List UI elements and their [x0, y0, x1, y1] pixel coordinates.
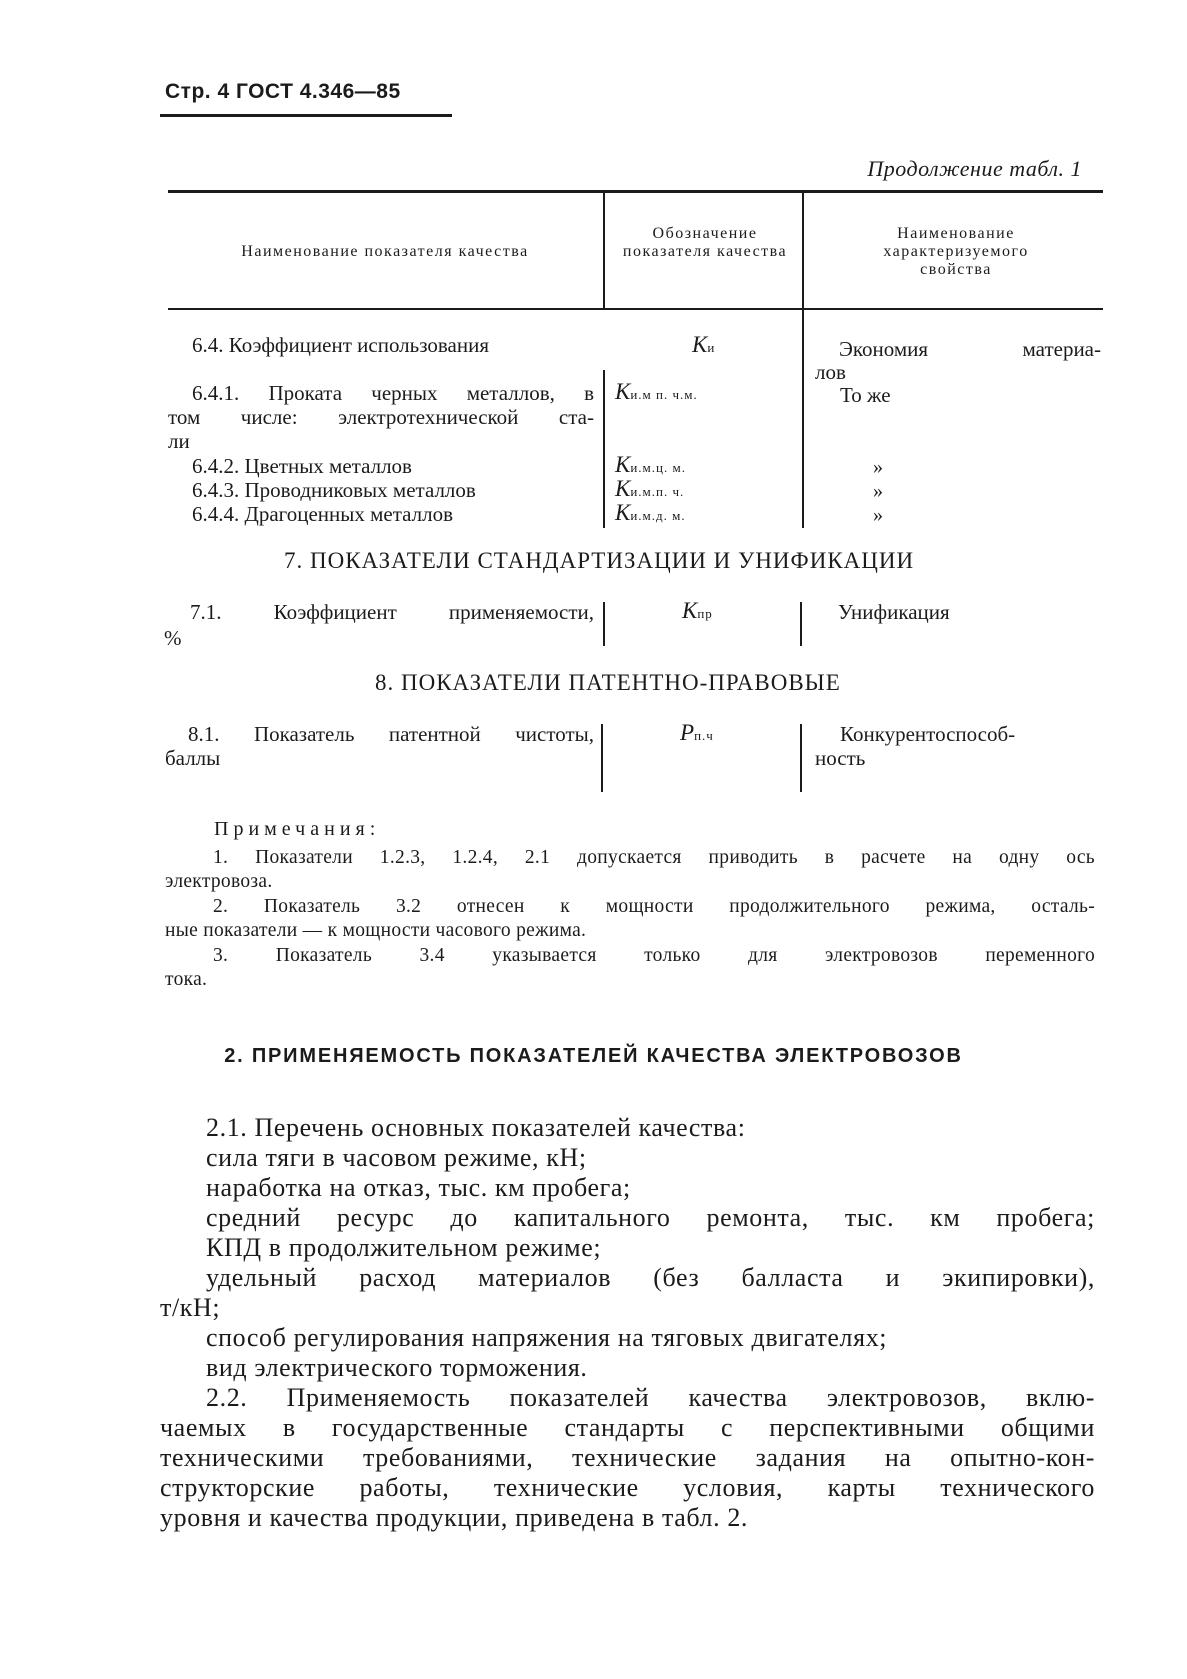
- note-1-line2: электровоза.: [165, 871, 273, 892]
- table-continuation-label: Продолжение табл. 1: [867, 156, 1082, 181]
- column-header-symbol-text: Обозначение показателя качества: [622, 225, 788, 260]
- column-header-name: Наименование показателя качества: [241, 243, 529, 260]
- list-item: КПД в продолжительном режиме;: [206, 1233, 602, 1262]
- note-3-line2: тока.: [165, 969, 208, 990]
- paragraph-2-2-line5: уровня и качества продукции, приведена в табл. 2.: [160, 1503, 749, 1532]
- row-6-4-2-name: 6.4.2. Цветных металлов: [192, 454, 412, 478]
- notes-heading: Примечания:: [214, 818, 381, 840]
- column-header-property: [856, 225, 1056, 279]
- row-6-4-4-name: 6.4.4. Драгоценных металлов: [192, 502, 454, 526]
- row-8-1-divider-2: [800, 724, 802, 792]
- row-6-4-1-symbol-main: K: [615, 379, 631, 404]
- paragraph-2-2-line3: техническими требованиями, технические задания на опытно-кон-: [160, 1443, 1095, 1472]
- note-3-line1: 3. Показатель 3.4 указывается только для электровозов переменного: [213, 945, 1095, 966]
- row-6-4-4-symbol-main: K: [615, 500, 631, 525]
- table-top-rule: [168, 190, 1103, 193]
- row-6-4-property-line2: лов: [815, 360, 846, 384]
- paragraph-2-2-line1: 2.2. Применяемость показателей качества электровозов, вклю-: [206, 1383, 1095, 1412]
- row-8-1-property-line1: Конкурентоспособ-: [840, 722, 1016, 746]
- row-6-4-4-property-ditto: »: [873, 504, 883, 526]
- row-6-4-2-property-ditto: »: [873, 456, 883, 478]
- row-6-4-symbol-sub: и: [707, 340, 716, 355]
- row-7-1-divider-2: [800, 602, 802, 646]
- row-8-1-divider-1: [601, 724, 603, 792]
- row-6-4-4-symbol: [615, 500, 686, 526]
- row-6-4-1-name-line3: ли: [168, 429, 190, 453]
- section-8-title: 8. ПОКАЗАТЕЛИ ПАТЕНТНО-ПРАВОВЫЕ: [375, 670, 841, 695]
- page-header: Стр. 4 ГОСТ 4.346—85: [165, 80, 401, 103]
- note-2: [165, 895, 1095, 943]
- note-1: [165, 846, 1095, 894]
- row-6-4-2-symbol-main: K: [615, 452, 631, 477]
- row-6-4-1-symbol: [615, 379, 698, 405]
- row-8-1-property-line2: ность: [815, 746, 866, 770]
- row-6-4-2-symbol-sub: и.м.ц. м.: [630, 460, 686, 475]
- row-7-1-name-line1: 7.1. Коэффициент применяемости,: [190, 600, 594, 624]
- row-8-1-symbol: [680, 720, 714, 746]
- row-7-1-symbol-main: K: [682, 598, 698, 623]
- table-body-divider-2: [802, 310, 804, 528]
- row-6-4-1-symbol-sub: и.м п. ч.м.: [630, 387, 698, 402]
- row-7-1-property: Унификация: [838, 600, 950, 624]
- row-6-4-1-name-line2: том числе: электротехнической ста-: [168, 405, 594, 429]
- column-header-symbol: [612, 225, 798, 261]
- row-6-4-3-symbol-sub: и.м.п. ч.: [630, 484, 685, 499]
- note-2-line2: ные показатели — к мощности часового режима.: [165, 920, 587, 941]
- row-6-4-2-symbol: [615, 452, 686, 478]
- row-8-1-name-line1: 8.1. Показатель патентной чистоты,: [188, 722, 594, 746]
- list-item: средний ресурс до капитального ремонта, тыс. км пробега;: [206, 1203, 1095, 1232]
- note-1-line1: 1. Показатели 1.2.3, 1.2.4, 2.1 допускается приводить в расчете на одну ось: [213, 847, 1095, 868]
- section-2-body: [160, 1113, 1095, 1533]
- row-6-4-3-symbol-main: K: [615, 476, 631, 501]
- row-6-4-1-name-line1: 6.4.1. Проката черных металлов, в: [192, 381, 594, 405]
- paragraph-2-2-line4: структорские работы, технические условия, карты технического: [160, 1473, 1095, 1502]
- table-body-divider-1: [603, 370, 605, 528]
- column-header-property-text: Наименование характеризуемого свойства: [883, 225, 1029, 278]
- header-rule: [160, 114, 452, 117]
- note-2-line1: 2. Показатель 3.2 отнесен к мощности продолжительного режима, осталь-: [213, 896, 1095, 917]
- row-6-4-symbol: [692, 332, 715, 358]
- row-6-4-symbol-main: K: [692, 332, 708, 357]
- section-7-title: 7. ПОКАЗАТЕЛИ СТАНДАРТИЗАЦИИ И УНИФИКАЦИИ: [284, 548, 915, 573]
- paragraph-2-1: 2.1. Перечень основных показателей качества:: [206, 1113, 746, 1142]
- row-6-4-4-symbol-sub: и.м.д. м.: [630, 508, 686, 523]
- row-7-1-symbol: [682, 598, 713, 624]
- note-3: [165, 944, 1095, 992]
- table-header-divider-1: [603, 193, 605, 308]
- row-8-1-name-line2: баллы: [165, 746, 221, 770]
- row-6-4-1-property: То же: [840, 383, 891, 407]
- list-item: наработка на отказ, тыс. км пробега;: [206, 1173, 631, 1202]
- row-7-1-symbol-sub: пр: [697, 606, 713, 621]
- list-item: сила тяги в часовом режиме, кН;: [206, 1143, 587, 1172]
- list-item: вид электрического торможения.: [206, 1353, 588, 1382]
- row-7-1-name-line2: %: [164, 626, 182, 650]
- section-2-title: 2. ПРИМЕНЯЕМОСТЬ ПОКАЗАТЕЛЕЙ КАЧЕСТВА ЭЛЕКТРОВОЗОВ: [224, 1045, 963, 1067]
- row-6-4-name: 6.4. Коэффициент использования: [192, 333, 489, 357]
- row-8-1-symbol-sub: п.ч: [694, 728, 714, 743]
- list-item-5-line2: т/кН;: [160, 1293, 221, 1322]
- row-6-4-3-name: 6.4.3. Проводниковых металлов: [192, 478, 476, 502]
- table-header-divider-2: [802, 193, 804, 308]
- row-8-1-symbol-main: P: [680, 720, 695, 745]
- row-6-4-3-property-ditto: »: [873, 480, 883, 502]
- paragraph-2-2-line2: чаемых в государственные стандарты с перспективными общими: [160, 1413, 1095, 1442]
- row-6-4-property-line1: Экономия материа-: [839, 337, 1101, 361]
- table-header-bottom-rule: [168, 308, 1103, 310]
- list-item-5-line1: удельный расход материалов (без балласта и экипировки),: [206, 1263, 1095, 1292]
- row-6-4-3-symbol: [615, 476, 684, 502]
- row-7-1-divider-1: [603, 602, 605, 646]
- list-item: способ регулирования напряжения на тяговых двигателях;: [206, 1323, 888, 1352]
